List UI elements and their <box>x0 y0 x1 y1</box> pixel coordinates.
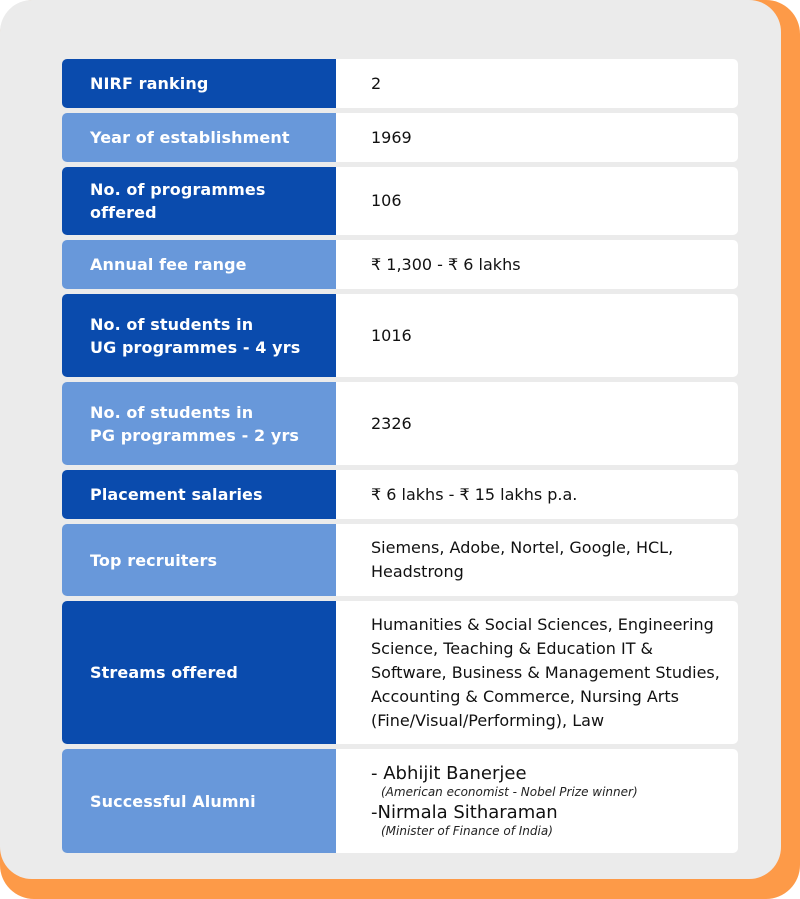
row-programmes-offered <box>62 167 738 235</box>
value-text: 1016 <box>371 325 412 345</box>
row-value <box>336 113 738 162</box>
row-annual-fee-range <box>62 240 738 289</box>
row-year-of-establishment <box>62 113 738 162</box>
value-text: ₹ 1,300 - ₹ 6 lakhs <box>371 254 521 274</box>
row-label <box>62 470 336 519</box>
label-text: Year of establishment <box>90 128 290 147</box>
value-text: 1969 <box>371 127 412 147</box>
row-value <box>336 749 738 853</box>
row-value <box>336 601 738 744</box>
label-text: No. of students in UG programmes - 4 yrs <box>90 314 301 357</box>
label-text: Successful Alumni <box>90 791 256 811</box>
row-pg-students <box>62 382 738 465</box>
row-label <box>62 59 336 108</box>
row-value <box>336 294 738 377</box>
row-value <box>336 59 738 108</box>
row-label <box>62 382 336 465</box>
alumni-note: (American economist - Nobel Prize winner) <box>381 785 638 799</box>
row-value <box>336 240 738 289</box>
row-value <box>336 524 738 596</box>
label-text: Top recruiters <box>90 550 218 570</box>
row-label <box>62 113 336 162</box>
row-value <box>336 167 738 235</box>
label-text: Streams offered <box>90 663 238 682</box>
alumni-note: (Minister of Finance of India) <box>381 824 553 838</box>
label-text: Placement salaries <box>90 485 263 504</box>
row-value <box>336 382 738 465</box>
value-text: 2326 <box>371 413 412 433</box>
value-text: Siemens, Adobe, Nortel, Google, HCL, Headstrong <box>371 538 674 581</box>
row-label <box>62 167 336 235</box>
row-label <box>62 749 336 853</box>
row-label <box>62 601 336 744</box>
info-table <box>62 59 738 858</box>
label-text: Annual fee range <box>90 255 247 274</box>
label-text: No. of programmes offered <box>90 180 266 222</box>
row-label <box>62 240 336 289</box>
alumni-name: - Abhijit Banerjee <box>371 763 527 784</box>
row-label <box>62 294 336 377</box>
alumni-name: -Nirmala Sitharaman <box>371 802 558 823</box>
row-streams-offered <box>62 601 738 744</box>
row-placement-salaries <box>62 470 738 519</box>
value-text: 2 <box>371 73 382 93</box>
row-label <box>62 524 336 596</box>
row-top-recruiters <box>62 524 738 596</box>
row-value <box>336 470 738 519</box>
row-successful-alumni <box>62 749 738 853</box>
value-text: Humanities & Social Sciences, Engineering Science, Teaching & Education IT & Software, Business & Management Studies, Accounting & Commerce, Nursing Arts (Fine/Visual/Performing), Law <box>371 614 720 730</box>
value-text: ₹ 6 lakhs - ₹ 15 lakhs p.a. <box>371 484 578 504</box>
row-ug-students <box>62 294 738 377</box>
value-text: 106 <box>371 191 402 210</box>
label-text: NIRF ranking <box>90 74 209 93</box>
row-nirf-ranking <box>62 59 738 108</box>
label-text: No. of students in PG programmes - 2 yrs <box>90 402 300 445</box>
